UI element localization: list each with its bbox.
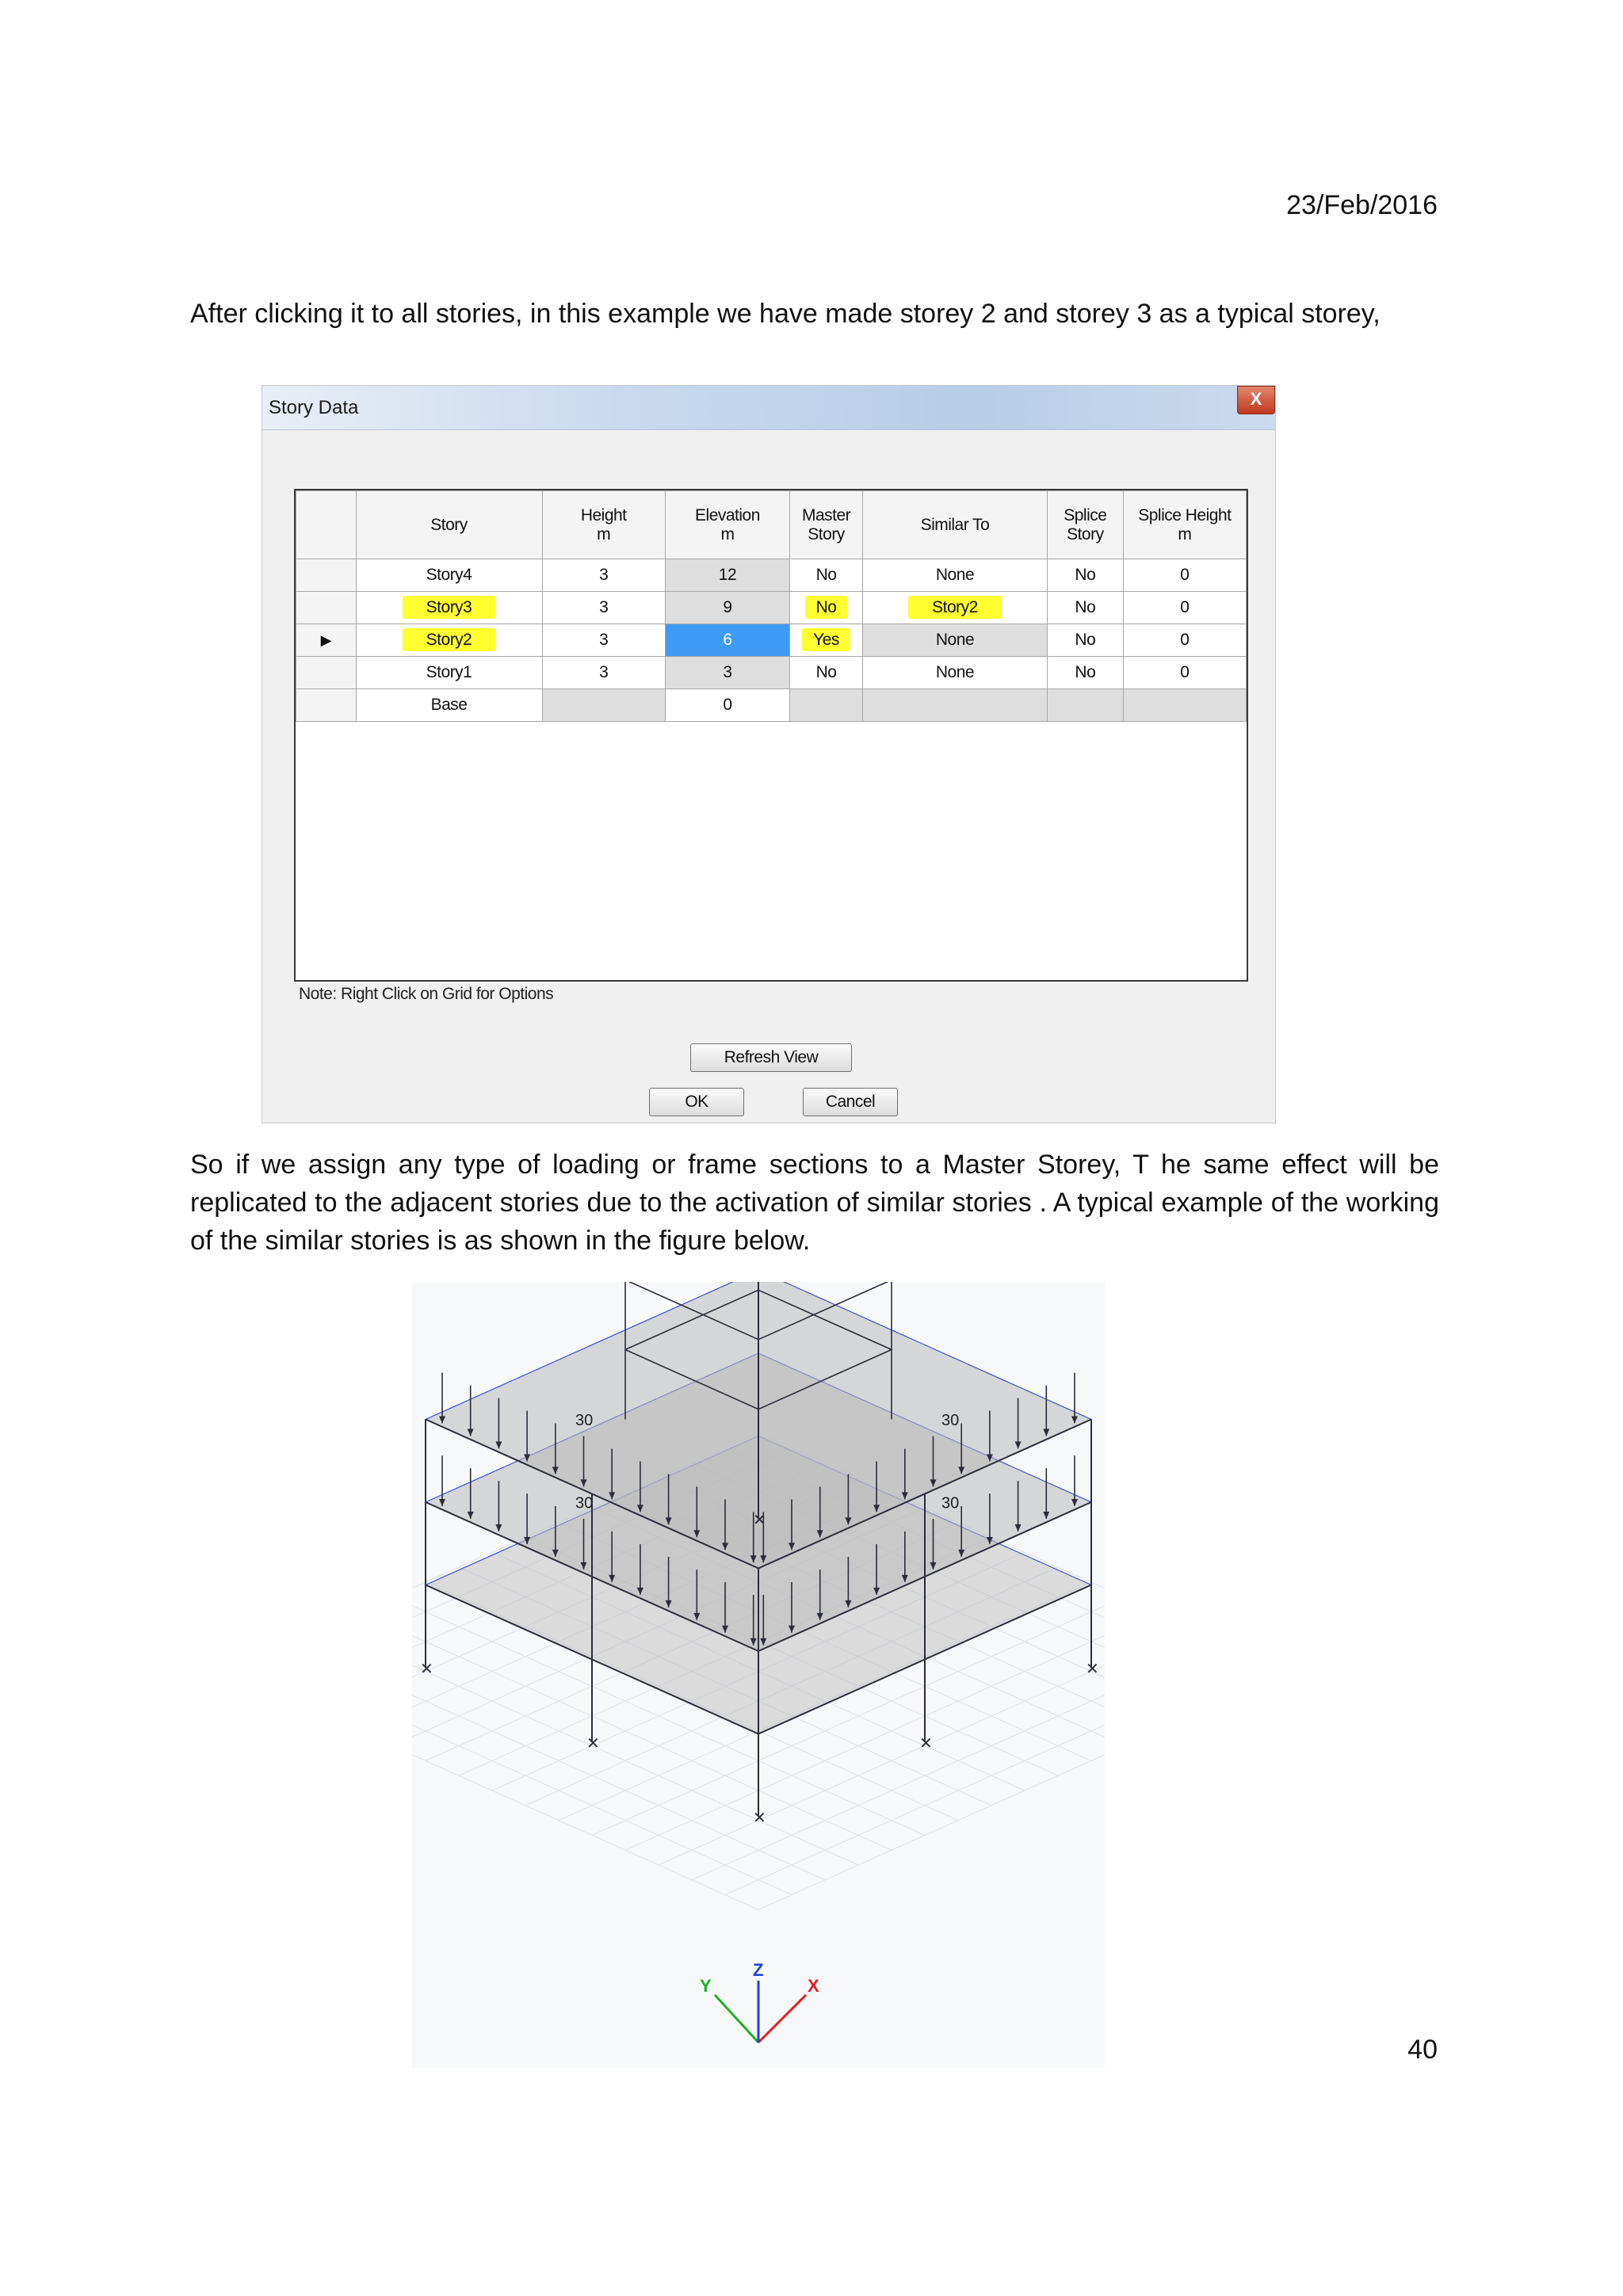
table-row[interactable]	[296, 689, 1247, 722]
row-header[interactable]	[296, 624, 357, 657]
cell-story[interactable]: Story4	[356, 559, 542, 592]
load-value-label: 30	[941, 1494, 960, 1512]
col-header-elevation[interactable]	[665, 491, 789, 559]
col-splice-line1: Splice	[1064, 505, 1107, 524]
col-splice-height-unit: m	[1178, 524, 1192, 543]
col-height-unit: m	[597, 524, 611, 543]
row-header[interactable]	[296, 559, 357, 592]
cancel-button[interactable]: Cancel	[803, 1088, 898, 1116]
support-icon: ✕	[586, 1733, 600, 1753]
support-icon: ✕	[753, 1808, 766, 1827]
col-master-line1: Master	[801, 505, 851, 524]
cell-splice-story[interactable]: No	[1048, 624, 1124, 657]
building-model-svg	[412, 1282, 1105, 2068]
col-splice-height-label: Splice Height	[1138, 505, 1232, 524]
cell-height[interactable]: 3	[542, 624, 665, 657]
cell-similar-to[interactable]: None	[862, 624, 1047, 657]
load-value-label: 30	[575, 1412, 594, 1430]
cell-elevation[interactable]: 9	[665, 592, 789, 624]
cell-splice-story[interactable]: No	[1048, 559, 1124, 592]
body-paragraph: So if we assign any type of loading or frame sections to a Master Storey, T he same effect will be replicated to the adjacent stories due to the activation of similar stories . A typical example of the working of the similar stories is as shown in the figure below.	[190, 1150, 1439, 1256]
col-header-similar-to[interactable]	[862, 491, 1047, 559]
table-row[interactable]	[296, 559, 1247, 592]
col-elevation-unit: m	[720, 524, 735, 543]
current-row-icon: ▶	[320, 632, 331, 648]
cell-splice-story[interactable]: No	[1048, 592, 1124, 624]
cell-splice-height[interactable]: 0	[1123, 559, 1246, 592]
building-3d-figure	[412, 1282, 1105, 2068]
cell-similar-to[interactable]: None	[862, 657, 1047, 689]
cell-master-story[interactable]	[790, 624, 863, 657]
cell-height[interactable]: 3	[542, 592, 665, 624]
row-header[interactable]	[296, 592, 357, 624]
story-grid[interactable]	[294, 489, 1248, 982]
cell-splice-height[interactable]: 0	[1123, 592, 1246, 624]
cell-similar-to	[862, 689, 1047, 722]
table-header-row	[296, 491, 1247, 559]
cell-height[interactable]: 3	[542, 559, 665, 592]
load-value-label: 30	[941, 1412, 960, 1430]
close-icon[interactable]: X	[1237, 386, 1275, 414]
cell-master-story[interactable]: No	[790, 657, 863, 689]
col-height-label: Height	[580, 505, 627, 524]
support-icon: ✕	[420, 1659, 433, 1678]
axis-x-line	[758, 1995, 806, 2042]
cell-story[interactable]	[356, 592, 542, 624]
col-story-label: Story	[430, 515, 468, 534]
support-icon: ✕	[1086, 1659, 1099, 1678]
page-date: 23/Feb/2016	[1286, 190, 1438, 220]
cell-master-story[interactable]	[790, 592, 863, 624]
cell-splice-height[interactable]: 0	[1123, 624, 1246, 657]
refresh-view-button[interactable]: Refresh View	[690, 1043, 852, 1072]
grid-note: Note: Right Click on Grid for Options	[299, 985, 554, 1003]
row-header-corner	[296, 491, 357, 559]
page-number: 40	[1407, 2035, 1438, 2065]
cell-splice-story	[1048, 689, 1124, 722]
cell-height	[542, 689, 665, 722]
cell-story[interactable]: Story1	[356, 657, 542, 689]
col-header-splice-height[interactable]	[1123, 491, 1246, 559]
cell-splice-height[interactable]: 0	[1123, 657, 1246, 689]
axis-z-label: Z	[753, 1960, 764, 1980]
support-icon: ✕	[753, 1510, 766, 1529]
cell-elevation[interactable]: 0	[665, 689, 789, 722]
cell-similar-to[interactable]	[862, 592, 1047, 624]
highlight-mark: Story3	[403, 596, 496, 619]
cell-master-story	[790, 689, 863, 722]
cell-master-story[interactable]: No	[790, 559, 863, 592]
intro-paragraph: After clicking it to all stories, in this example we have made storey 2 and storey 3 as a typical storey,	[190, 299, 1381, 329]
cell-splice-story[interactable]: No	[1048, 657, 1124, 689]
table-row[interactable]	[296, 592, 1247, 624]
cell-story[interactable]	[356, 624, 542, 657]
cell-splice-height	[1123, 689, 1246, 722]
cell-elevation[interactable]: 12	[665, 559, 789, 592]
dialog-titlebar	[262, 386, 1275, 430]
col-header-splice-story[interactable]	[1048, 491, 1124, 559]
table-row[interactable]	[296, 657, 1247, 689]
highlight-mark: Story2	[908, 596, 1002, 619]
highlight-mark: Story2	[403, 628, 496, 651]
col-splice-line2: Story	[1067, 524, 1104, 543]
cell-similar-to[interactable]: None	[862, 559, 1047, 592]
ok-button[interactable]: OK	[649, 1088, 744, 1116]
col-header-height[interactable]	[542, 491, 665, 559]
load-value-label: 30	[575, 1494, 594, 1512]
col-header-master-story[interactable]	[790, 491, 863, 559]
highlight-mark: No	[805, 596, 848, 619]
row-header[interactable]	[296, 657, 357, 689]
row-header[interactable]	[296, 689, 357, 722]
axis-y-line	[715, 1995, 758, 2042]
support-icon: ✕	[919, 1733, 933, 1753]
cell-elevation-selected[interactable]: 6	[665, 624, 789, 657]
table-row[interactable]	[296, 624, 1247, 657]
col-similar-label: Similar To	[920, 515, 990, 534]
axis-y-label: Y	[700, 1976, 712, 1996]
dialog-title: Story Data	[269, 397, 359, 418]
cell-story[interactable]: Base	[356, 689, 542, 722]
axis-x-label: X	[808, 1976, 819, 1996]
col-master-line2: Story	[808, 524, 845, 543]
col-elevation-label: Elevation	[695, 505, 760, 524]
story-data-dialog	[262, 385, 1276, 1123]
col-header-story[interactable]	[356, 491, 542, 559]
cell-height[interactable]: 3	[542, 657, 665, 689]
highlight-mark: Yes	[802, 628, 850, 651]
story-table	[296, 490, 1247, 722]
cell-elevation[interactable]: 3	[665, 657, 789, 689]
